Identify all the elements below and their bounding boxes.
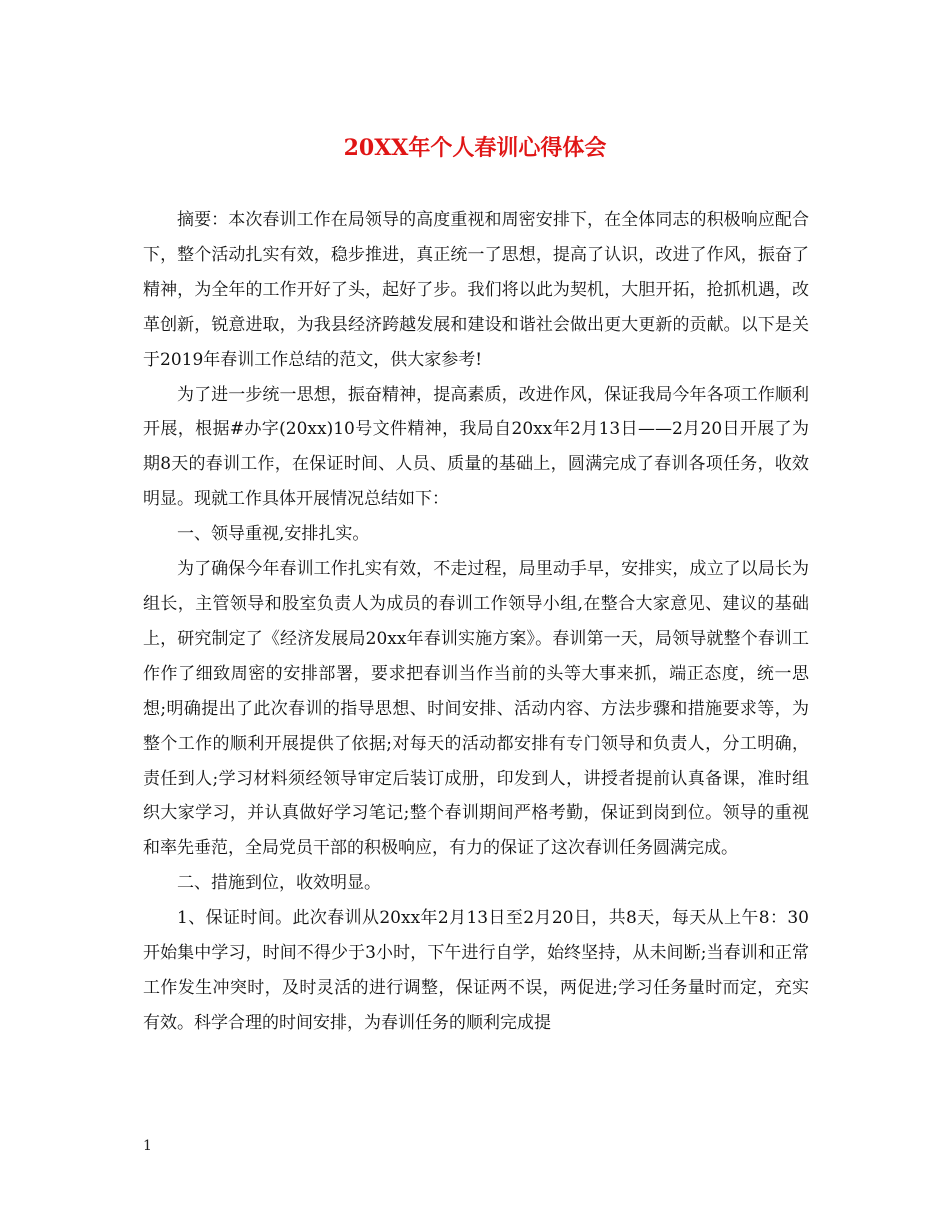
page-title: 20XX年个人春训心得体会 [343,135,607,161]
paragraph-abstract: 摘要：本次春训工作在局领导的高度重视和周密安排下，在全体同志的积极响应配合下，整个活动扎实有效，稳步推进，真正统一了思想，提高了认识，改进了作风，振奋了精神，为全年的工作开好了头，起好了步。我们将以此为契机，大胆开拓，抢抓机遇，改革创新，锐意进取，为我县经济跨越发展和建设和谐社会做出更大更新的贡献。以下是关于2019年春训工作总结的范文，供大家参考! [143,210,809,370]
paragraph-section-1: 为了确保今年春训工作扎实有效，不走过程，局里动手早，安排实，成立了以局长为组长，主管领导和股室负责人为成员的春训工作领导小组,在整合大家意见、建议的基础上，研究制定了《经济发展局20xx年春训实施方案》。春训第一天，局领导就整个春训工作作了细致周密的安排部署，要求把春训当作当前的头等大事来抓，端正态度，统一思想;明确提出了此次春训的指导思想、时间安排、活动内容、方法步骤和措施要求等，为整个工作的顺利开展提供了依据;对每天的活动都安排有专门领导和负责人，分工明确，责任到人;学习材料须经领导审定后装订成册，印发到人，讲授者提前认真备课，准时组织大家学习，并认真做好学习笔记;整个春训期间严格考勤，保证到岗到位。领导的重视和率先垂范，全局党员干部的积极响应，有力的保证了这次春训任务圆满完成。 [143,559,809,859]
section-heading-1: 一、领导重视,安排扎实。 [177,524,370,545]
document-body [143,203,809,1041]
section-heading-2: 二、措施到位，收效明显。 [177,873,381,894]
paragraph-section-2-item-1: 1、保证时间。此次春训从20xx年2月13日至2月20日，共8天，每天从上午8：30开始集中学习，时间不得少于3小时，下午进行自学，始终坚持，从未间断;当春训和正常工作发生冲突时，及时灵活的进行调整，保证两不误，两促进;学习任务量时而定，充实有效。科学合理的时间安排，为春训任务的顺利完成提 [143,908,809,1033]
paragraph-intro: 为了进一步统一思想，振奋精神，提高素质，改进作风，保证我局今年各项工作顺利开展，根据#办字(20xx)10号文件精神，我局自20xx年2月13日——2月20日开展了为期8天的春训工作，在保证时间、人员、质量的基础上，圆满完成了春训各项任务，收效明显。现就工作具体开展情况总结如下： [143,384,809,510]
page-number: 1 [143,1138,152,1154]
